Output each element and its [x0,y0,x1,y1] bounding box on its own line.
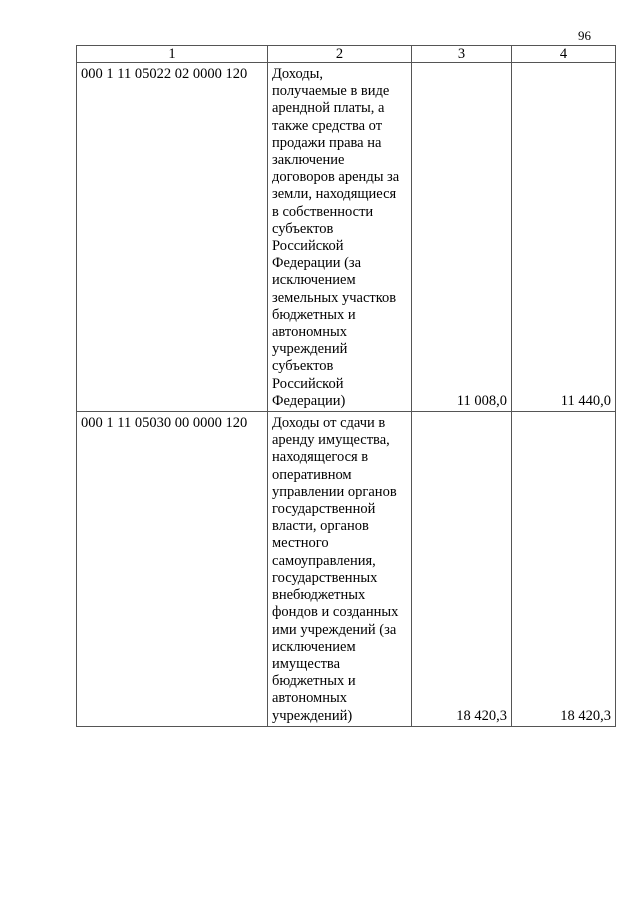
description-line: Федерации) [272,392,346,409]
description-line: управлении органов [272,483,397,500]
description-line: также средства от [272,117,383,134]
description-line: заключение [272,152,345,169]
budget-table [76,45,616,727]
description-line: находящегося в [272,449,369,466]
description-line: внебюджетных [272,587,366,604]
row-description [268,412,412,727]
header-col-1: 1 [77,46,268,63]
description-line: продажи права на [272,134,382,151]
description-line: ими учреждений (за [272,621,397,638]
description-line: Доходы, [272,66,324,82]
description-line: самоуправления, [272,552,376,569]
description-line: в собственности [272,203,374,220]
description-line: аренду имущества, [272,432,390,449]
description-line: субъектов [272,220,334,237]
description-line: Российской [272,375,344,392]
description-line: государственной [272,501,376,518]
description-line: субъектов [272,358,334,375]
description-line: бюджетных и [272,673,356,690]
description-line: государственных [272,569,378,586]
description-line: автономных [272,324,347,341]
description-line: фондов и созданных [272,604,399,621]
row-value-col3: 18 420,3 [412,412,512,727]
row-description [268,63,412,412]
description-line: исключением [272,272,356,289]
table-row [77,63,616,412]
row-value-col4: 11 440,0 [512,63,616,412]
table-row [77,412,616,727]
description-line: арендной платы, а [272,100,385,117]
description-line: земли, находящиеся [272,186,397,203]
description-line: оперативном [272,466,352,483]
description-line: Федерации (за [272,255,362,272]
description-line: учреждений) [272,707,353,724]
description-line: бюджетных и [272,306,356,323]
header-row [77,46,616,63]
description-line: автономных [272,690,347,707]
description-line: получаемые в виде [272,83,390,100]
header-col-4: 4 [512,46,616,63]
description-line: Доходы от сдачи в [272,415,386,432]
row-code: 000 1 11 05022 02 0000 120 [77,63,268,412]
description-line: имущества [272,655,341,672]
description-line: исключением [272,638,356,655]
description-line: договоров аренды за [272,169,400,186]
description-line: учреждений [272,341,348,358]
row-value-col4: 18 420,3 [512,412,616,727]
header-col-3: 3 [412,46,512,63]
page-number: 96 [578,28,591,43]
header-col-2: 2 [268,46,412,63]
description-line: власти, органов [272,518,369,535]
row-code: 000 1 11 05030 00 0000 120 [77,412,268,727]
row-value-col3: 11 008,0 [412,63,512,412]
description-line: земельных участков [272,289,397,306]
description-line: Российской [272,238,344,255]
description-line: местного [272,535,329,552]
